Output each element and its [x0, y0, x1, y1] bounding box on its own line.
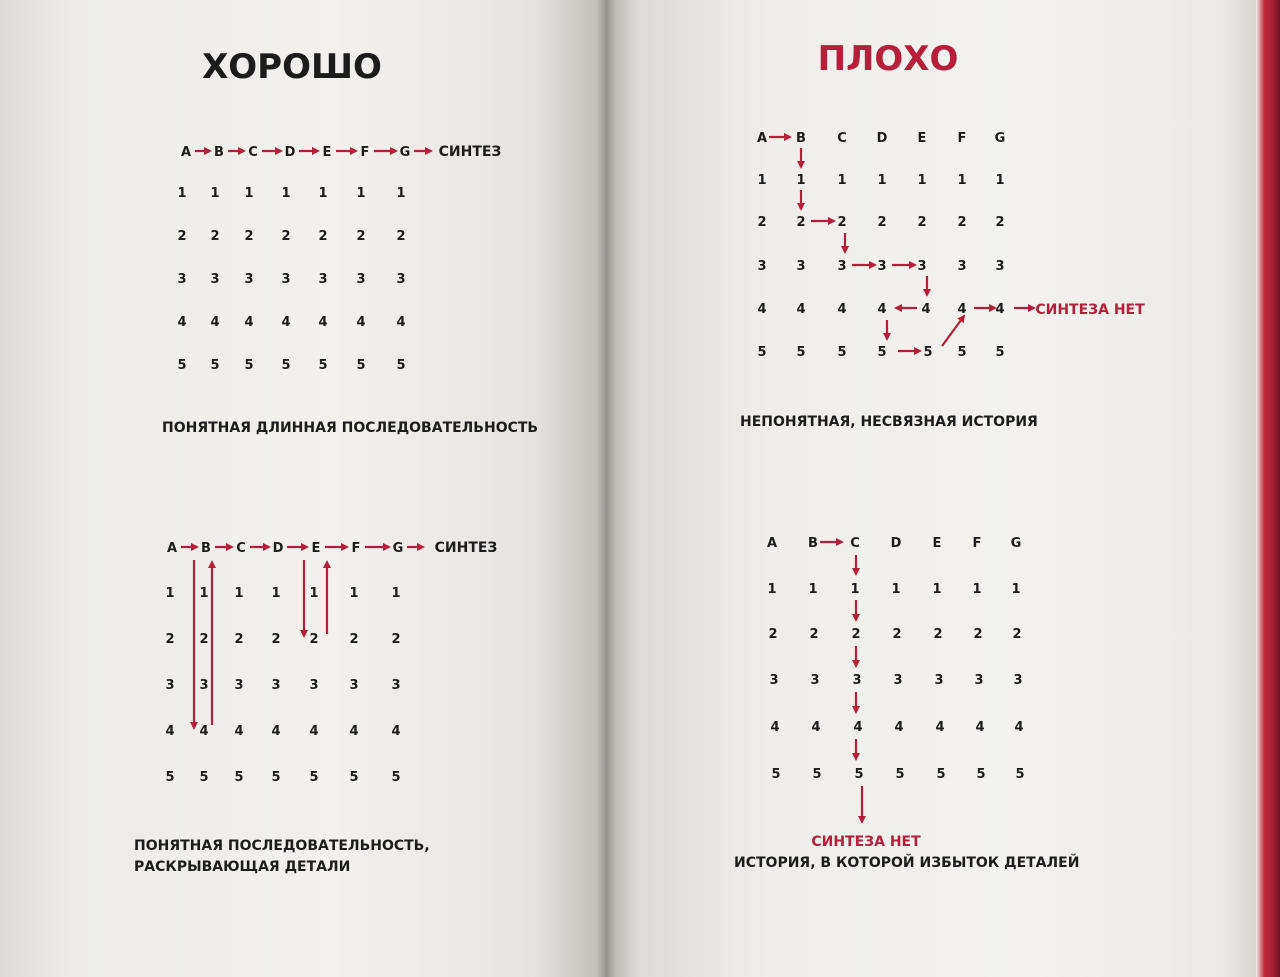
good2-grid-number: 3	[349, 678, 359, 693]
good2-letter-c: C	[236, 541, 246, 556]
good1-grid-number: 1	[177, 186, 187, 201]
good1-letter-e: E	[322, 145, 332, 160]
bad1-grid-number: 4	[995, 302, 1005, 317]
good1-grid-number: 4	[318, 315, 328, 330]
bad2-grid-number: 3	[974, 673, 984, 688]
bad2-grid-number: 4	[811, 720, 821, 735]
bad2-grid-number: 1	[932, 582, 942, 597]
bad1-grid-number: 4	[877, 302, 887, 317]
good2-grid-number: 1	[165, 586, 175, 601]
good2-grid-number: 2	[234, 632, 244, 647]
good1-grid-number: 5	[244, 358, 254, 373]
bad2-grid-number: 1	[1011, 582, 1021, 597]
good2-grid-number: 1	[391, 586, 401, 601]
bad2-grid-number: 5	[976, 767, 986, 782]
good2-grid-number: 1	[349, 586, 359, 601]
bad1-grid-number: 3	[837, 259, 847, 274]
bad2-grid-number: 2	[851, 627, 861, 642]
bad1-grid-number: 1	[917, 173, 927, 188]
bad1-grid-number: 5	[995, 345, 1005, 360]
good2-grid-number: 4	[199, 724, 209, 739]
good1-grid-number: 2	[396, 229, 406, 244]
bad2-grid-number: 4	[975, 720, 985, 735]
good1-grid-number: 5	[281, 358, 291, 373]
bad2-grid-number: 4	[853, 720, 863, 735]
bad1-path-arrow	[942, 316, 964, 346]
good1-grid-number: 2	[281, 229, 291, 244]
bad2-grid-number: 1	[850, 582, 860, 597]
bad2-grid-number: 4	[935, 720, 945, 735]
bad2-grid-number: 3	[934, 673, 944, 688]
good1-grid-number: 1	[281, 186, 291, 201]
bad2-letter-b: B	[808, 536, 818, 551]
bad1-grid-number: 4	[757, 302, 767, 317]
good1-grid-number: 4	[177, 315, 187, 330]
good1-grid-number: 5	[177, 358, 187, 373]
bad-heading: ПЛОХО	[817, 39, 959, 79]
bad2-grid-number: 1	[808, 582, 818, 597]
good2-grid-number: 2	[271, 632, 281, 647]
bad2-grid-number: 3	[769, 673, 779, 688]
good1-grid-number: 3	[244, 272, 254, 287]
bad1-grid-number: 2	[837, 215, 847, 230]
good1-grid-number: 5	[318, 358, 328, 373]
good1-letter-g: G	[399, 145, 411, 160]
good2-grid-number: 4	[234, 724, 244, 739]
good1-grid-number: 1	[356, 186, 366, 201]
good2-letter-d: D	[272, 541, 284, 556]
good1-grid-number: 3	[356, 272, 366, 287]
bad1-grid-number: 2	[995, 215, 1005, 230]
bad2-grid-number: 2	[933, 627, 943, 642]
bad1-grid-number: 5	[757, 345, 767, 360]
good2-grid-number: 4	[391, 724, 401, 739]
bad1-grid-number: 5	[796, 345, 806, 360]
bad2-grid-number: 2	[973, 627, 983, 642]
bad2-grid-number: 4	[770, 720, 780, 735]
bad1-grid-number: 1	[957, 173, 967, 188]
good1-grid-number: 2	[210, 229, 220, 244]
bad2-letter-e: E	[932, 536, 942, 551]
good2-letter-b: B	[201, 541, 211, 556]
good1-letter-c: C	[248, 145, 258, 160]
bad1-grid-number: 2	[757, 215, 767, 230]
bad1-grid-number: 5	[923, 345, 933, 360]
bad2-grid-number: 1	[972, 582, 982, 597]
bad2-no-synthesis-label: СИНТЕЗА НЕТ	[811, 834, 921, 850]
good1-grid-number: 2	[244, 229, 254, 244]
good2-grid-number: 2	[199, 632, 209, 647]
bad2-grid-number: 2	[1012, 627, 1022, 642]
bad1-grid-number: 3	[877, 259, 887, 274]
good-diagram2-caption-line1: ПОНЯТНАЯ ПОСЛЕДОВАТЕЛЬНОСТЬ,	[134, 838, 430, 854]
bad1-letter-d: D	[876, 131, 888, 146]
bad1-grid-number: 2	[796, 215, 806, 230]
bad2-letter-d: D	[890, 536, 902, 551]
good2-grid-number: 4	[271, 724, 281, 739]
good1-grid-number: 4	[210, 315, 220, 330]
good1-grid-number: 5	[356, 358, 366, 373]
bad1-letter-c: C	[837, 131, 847, 146]
bad1-grid-number: 2	[877, 215, 887, 230]
good1-grid-number: 4	[281, 315, 291, 330]
bad1-grid-number: 1	[837, 173, 847, 188]
bad1-grid-number: 1	[796, 173, 806, 188]
good1-grid-number: 3	[281, 272, 291, 287]
bad1-letter-e: E	[917, 131, 927, 146]
good1-grid-number: 2	[356, 229, 366, 244]
good2-synthesis-label: СИНТЕЗ	[434, 540, 498, 556]
bad1-grid-number: 5	[877, 345, 887, 360]
good2-letter-a: A	[166, 541, 178, 556]
good2-grid-number: 3	[309, 678, 319, 693]
bad2-letter-c: C	[850, 536, 860, 551]
good1-grid-number: 2	[177, 229, 187, 244]
bad1-grid-number: 2	[917, 215, 927, 230]
bad2-grid-number: 4	[1014, 720, 1024, 735]
good1-grid-number: 3	[210, 272, 220, 287]
bad1-grid-number: 3	[757, 259, 767, 274]
good1-grid-number: 5	[396, 358, 406, 373]
good1-grid-number: 1	[244, 186, 254, 201]
good2-grid-number: 3	[165, 678, 175, 693]
bad2-grid-number: 5	[812, 767, 822, 782]
bad2-grid-number: 1	[891, 582, 901, 597]
bad1-grid-number: 3	[796, 259, 806, 274]
bad2-grid-number: 1	[767, 582, 777, 597]
good2-letter-e: E	[311, 541, 321, 556]
good2-grid-number: 3	[391, 678, 401, 693]
good2-grid-number: 3	[271, 678, 281, 693]
bad1-grid-number: 4	[957, 302, 967, 317]
good1-grid-number: 3	[177, 272, 187, 287]
bad1-grid-number: 4	[921, 302, 931, 317]
bad2-grid-number: 3	[852, 673, 862, 688]
good2-grid-number: 1	[199, 586, 209, 601]
bad2-grid-number: 2	[892, 627, 902, 642]
good1-letter-b: B	[214, 145, 224, 160]
bad1-grid-number: 4	[837, 302, 847, 317]
good2-grid-number: 5	[199, 770, 209, 785]
good1-grid-number: 1	[396, 186, 406, 201]
bad1-grid-number: 3	[917, 259, 927, 274]
bad2-grid-number: 5	[771, 767, 781, 782]
good2-grid-number: 3	[234, 678, 244, 693]
bad1-letter-f: F	[957, 131, 967, 146]
good2-grid-number: 1	[234, 586, 244, 601]
bad2-grid-number: 3	[1013, 673, 1023, 688]
good2-grid-number: 5	[165, 770, 175, 785]
good2-grid-number: 2	[349, 632, 359, 647]
bad2-grid-number: 2	[768, 627, 778, 642]
good1-grid-number: 4	[356, 315, 366, 330]
good2-grid-number: 2	[165, 632, 175, 647]
good1-letter-a: A	[180, 145, 192, 160]
bad2-grid-number: 4	[894, 720, 904, 735]
good1-grid-number: 1	[318, 186, 328, 201]
good-heading: ХОРОШО	[202, 47, 382, 87]
bad-diagram2-caption: ИСТОРИЯ, В КОТОРОЙ ИЗБЫТОК ДЕТАЛЕЙ	[734, 855, 1080, 871]
good2-letter-f: F	[351, 541, 361, 556]
good2-grid-number: 1	[309, 586, 319, 601]
good2-grid-number: 4	[309, 724, 319, 739]
bad2-grid-number: 5	[1015, 767, 1025, 782]
bad2-letter-a: A	[766, 536, 778, 551]
bad1-grid-number: 4	[796, 302, 806, 317]
good-diagram1-caption: ПОНЯТНАЯ ДЛИННАЯ ПОСЛЕДОВАТЕЛЬНОСТЬ	[162, 420, 539, 436]
good1-grid-number: 4	[244, 315, 254, 330]
bad2-grid-number: 5	[854, 767, 864, 782]
bad2-grid-number: 2	[809, 627, 819, 642]
good2-grid-number: 4	[165, 724, 175, 739]
bad1-no-synthesis-label: СИНТЕЗА НЕТ	[1035, 302, 1145, 318]
bad2-grid-number: 5	[895, 767, 905, 782]
good1-letter-d: D	[284, 145, 296, 160]
bad1-grid-number: 5	[837, 345, 847, 360]
good2-grid-number: 2	[309, 632, 319, 647]
bad-diagram1-caption: НЕПОНЯТНАЯ, НЕСВЯЗНАЯ ИСТОРИЯ	[740, 414, 1038, 430]
good2-grid-number: 5	[234, 770, 244, 785]
bad1-letter-g: G	[994, 131, 1006, 146]
good2-grid-number: 5	[391, 770, 401, 785]
good2-grid-number: 3	[199, 678, 209, 693]
good1-letter-f: F	[360, 145, 370, 160]
good-diagram2-caption-line2: РАСКРЫВАЮЩАЯ ДЕТАЛИ	[134, 859, 351, 875]
bad1-letter-b: B	[796, 131, 806, 146]
bad1-grid-number: 3	[957, 259, 967, 274]
good1-grid-number: 1	[210, 186, 220, 201]
good2-grid-number: 2	[391, 632, 401, 647]
good2-grid-number: 4	[349, 724, 359, 739]
bad1-letter-a: A	[756, 131, 768, 146]
good2-grid-number: 1	[271, 586, 281, 601]
bad2-letter-f: F	[972, 536, 982, 551]
good1-grid-number: 4	[396, 315, 406, 330]
bad1-grid-number: 3	[995, 259, 1005, 274]
bad1-grid-number: 1	[995, 173, 1005, 188]
bad1-grid-number: 1	[877, 173, 887, 188]
good1-grid-number: 2	[318, 229, 328, 244]
good1-grid-number: 5	[210, 358, 220, 373]
good1-grid-number: 3	[396, 272, 406, 287]
good2-grid-number: 5	[349, 770, 359, 785]
bad1-grid-number: 1	[757, 173, 767, 188]
bad2-grid-number: 3	[893, 673, 903, 688]
bad1-grid-number: 2	[957, 215, 967, 230]
good1-synthesis-label: СИНТЕЗ	[438, 144, 502, 160]
good2-grid-number: 5	[271, 770, 281, 785]
good1-grid-number: 3	[318, 272, 328, 287]
bad1-grid-number: 5	[957, 345, 967, 360]
bad2-grid-number: 3	[810, 673, 820, 688]
bad2-grid-number: 5	[936, 767, 946, 782]
good2-grid-number: 5	[309, 770, 319, 785]
bad2-letter-g: G	[1010, 536, 1022, 551]
good2-letter-g: G	[392, 541, 404, 556]
